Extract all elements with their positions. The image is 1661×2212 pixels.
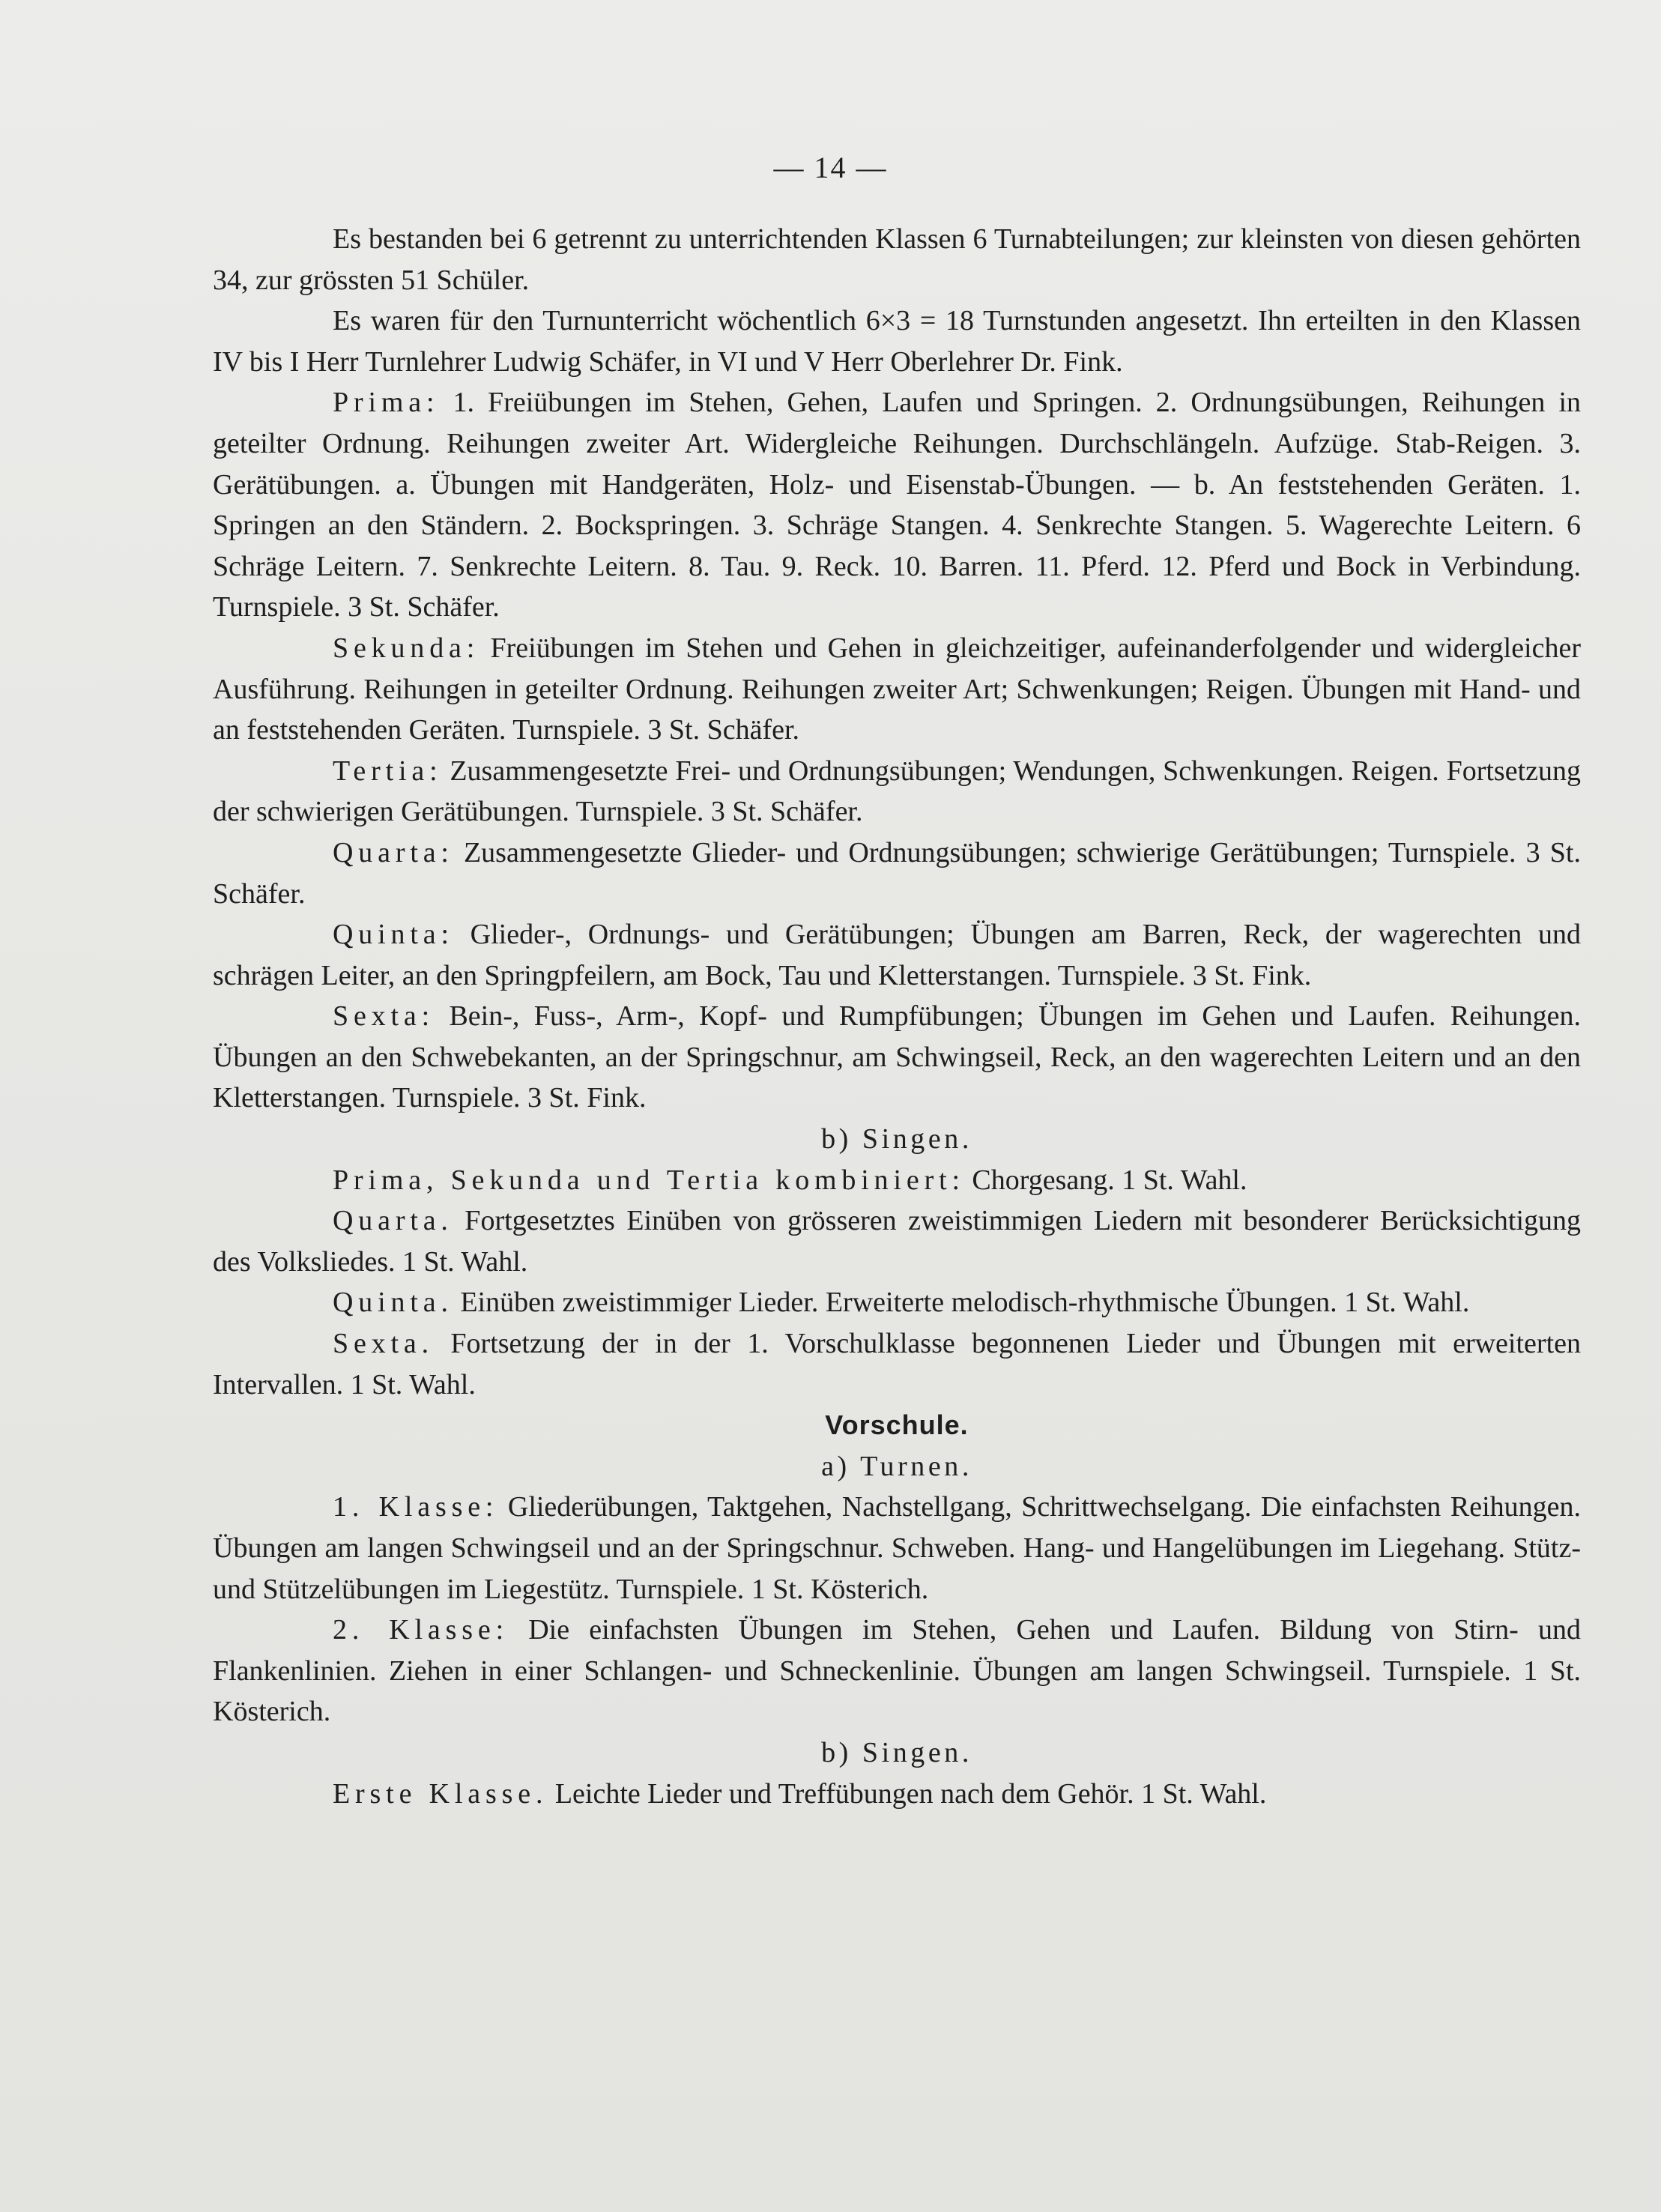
- class-label: Sekunda:: [333, 632, 480, 664]
- class-label: 2. Klasse:: [333, 1614, 509, 1646]
- page-number: — 14 —: [773, 151, 888, 184]
- section-heading-vorschule-singen: b) Singen.: [821, 1736, 972, 1768]
- paragraph-prima: [213, 382, 1581, 628]
- section-heading-singen: b) Singen.: [821, 1123, 972, 1155]
- paragraph-singen-sexta: [213, 1323, 1581, 1405]
- paragraph-text: Freiübungen im Stehen und Gehen in gleichzeitiger, aufeinanderfolgender und widergleicher Ausführung. Reihungen in geteilter Ordnung. Reihungen zweiter Art; Schwenkungen; Reigen. Übungen mit Hand- und an feststehenden Geräten. Turnspiele. 3 St. Schäfer.: [213, 632, 1581, 746]
- paragraph: [213, 300, 1581, 382]
- paragraph-text: Zusammengesetzte Glieder- und Ordnungsübungen; schwierige Gerätübungen; Turnspiele. 3 St. Schäfer.: [213, 836, 1581, 910]
- page-body: [213, 219, 1581, 1814]
- section-heading-turnen: a) Turnen.: [821, 1450, 972, 1482]
- class-label: Sexta:: [333, 1000, 435, 1033]
- paragraph-singen-oberklassen: [213, 1160, 1581, 1201]
- paragraph-vorschule-klasse-2: [213, 1610, 1581, 1732]
- paragraph-text: Fortsetzung der in der 1. Vorschulklasse begonnenen Lieder und Übungen mit erweiterten Intervallen. 1 St. Wahl.: [213, 1328, 1581, 1400]
- paragraph-quarta: [213, 832, 1581, 914]
- paragraph-quinta: [213, 914, 1581, 996]
- class-label: Sexta.: [333, 1328, 434, 1360]
- paragraph-text: Die einfachsten Übungen im Stehen, Gehen und Laufen. Bildung von Stirn- und Flankenlinien. Ziehen in einer Schlangen- und Schneckenlinie. Übungen am langen Schwingseil. Turnspiele. 1 St. Kösterich.: [213, 1614, 1581, 1728]
- paragraph-text: Leichte Lieder und Treffübungen nach dem Gehör. 1 St. Wahl.: [548, 1777, 1267, 1810]
- class-label: 1. Klasse:: [333, 1491, 499, 1523]
- paragraph-text: Glieder-, Ordnungs- und Gerätübungen; Übungen am Barren, Reck, der wagerechten und schrägen Leiter, an den Springpfeilern, am Bock, Tau und Kletterstangen. Turnspiele. 3 St. Fink.: [213, 919, 1581, 991]
- class-label: Quinta:: [333, 919, 454, 951]
- class-label: Erste Klasse.: [333, 1777, 548, 1810]
- paragraph-text: Chorgesang. 1 St. Wahl.: [964, 1164, 1247, 1196]
- paragraph-vorschule-klasse-1: [213, 1487, 1581, 1610]
- class-label: Quarta:: [333, 836, 454, 868]
- section-heading-vorschule: Vorschule.: [825, 1409, 969, 1441]
- paragraph-sekunda: [213, 628, 1581, 751]
- paragraph-sexta: [213, 996, 1581, 1119]
- class-label: Prima, Sekunda und Tertia kombiniert:: [333, 1164, 965, 1196]
- paragraph-text: 1. Freiübungen im Stehen, Gehen, Laufen und Springen. 2. Ordnungsübungen, Reihungen in geteilter Ordnung. Reihungen zweiter Art. Widergleiche Reihungen. Durchschlängeln. Aufzüge. Stab-Reigen. 3. Gerätübungen. a. Übungen mit Handgeräten, Holz- und Eisenstab-Übungen. — b. An feststehenden Geräten. 1. Springen an den Ständern. 2. Bockspringen. 3. Schräge Stangen. 4. Senkrechte Stangen. 5. Wagerechte Leitern. 6 Schräge Leitern. 7. Senkrechte Leitern. 8. Tau. 9. Reck. 10. Barren. 11. Pferd. 12. Pferd und Bock in Verbindung. Turnspiele. 3 St. Schäfer.: [213, 387, 1581, 623]
- paragraph-text: Fortgesetztes Einüben von grösseren zweistimmigen Liedern mit besonderer Berücksichtigung des Volksliedes. 1 St. Wahl.: [213, 1205, 1581, 1278]
- class-label: Quinta.: [333, 1287, 453, 1319]
- paragraph-singen-quarta: [213, 1200, 1581, 1282]
- paragraph-text: Gliederübungen, Taktgehen, Nachstellgang, Schrittwechselgang. Die einfachsten Reihungen. Übungen am langen Schwingseil und an der Springschnur. Schweben. Hang- und Hangelübungen im Liegehang. Stütz- und Stützelübungen im Liegestütz. Turnspiele. 1 St. Kösterich.: [213, 1491, 1581, 1605]
- class-label: Prima:: [333, 387, 440, 419]
- class-label: Tertia:: [333, 755, 443, 787]
- paragraph-text: Zusammengesetzte Frei- und Ordnungsübungen; Wendungen, Schwenkungen. Reigen. Fortsetzung der schwierigen Gerätübungen. Turnspiele. 3 St. Schäfer.: [213, 755, 1581, 828]
- paragraph-text: Es waren für den Turnunterricht wöchentlich 6×3 = 18 Turnstunden angesetzt. Ihn erteilten in den Klassen IV bis I Herr Turnlehrer Ludwig Schäfer, in VI und V Herr Oberlehrer Dr. Fink.: [213, 305, 1581, 378]
- class-label: Quarta.: [333, 1205, 453, 1237]
- paragraph-tertia: [213, 751, 1581, 832]
- paragraph-text: Es bestanden bei 6 getrennt zu unterrichtenden Klassen 6 Turnabteilungen; zur kleinsten von diesen gehörten 34, zur grössten 51 Schüler.: [213, 223, 1581, 296]
- paragraph-text: Bein-, Fuss-, Arm-, Kopf- und Rumpfübungen; Übungen im Gehen und Laufen. Reihungen. Übungen an den Schwebekanten, an der Springschnur, am Schwingseil, Reck, an den wagerechten Leitern und an den Kletterstangen. Turnspiele. 3 St. Fink.: [213, 1000, 1581, 1114]
- paragraph-erste-klasse: [213, 1774, 1581, 1815]
- paragraph-text: Einüben zweistimmiger Lieder. Erweiterte melodisch-rhythmische Übungen. 1 St. Wahl.: [453, 1287, 1470, 1319]
- paragraph: [213, 219, 1581, 300]
- paragraph-singen-quinta: [213, 1282, 1581, 1323]
